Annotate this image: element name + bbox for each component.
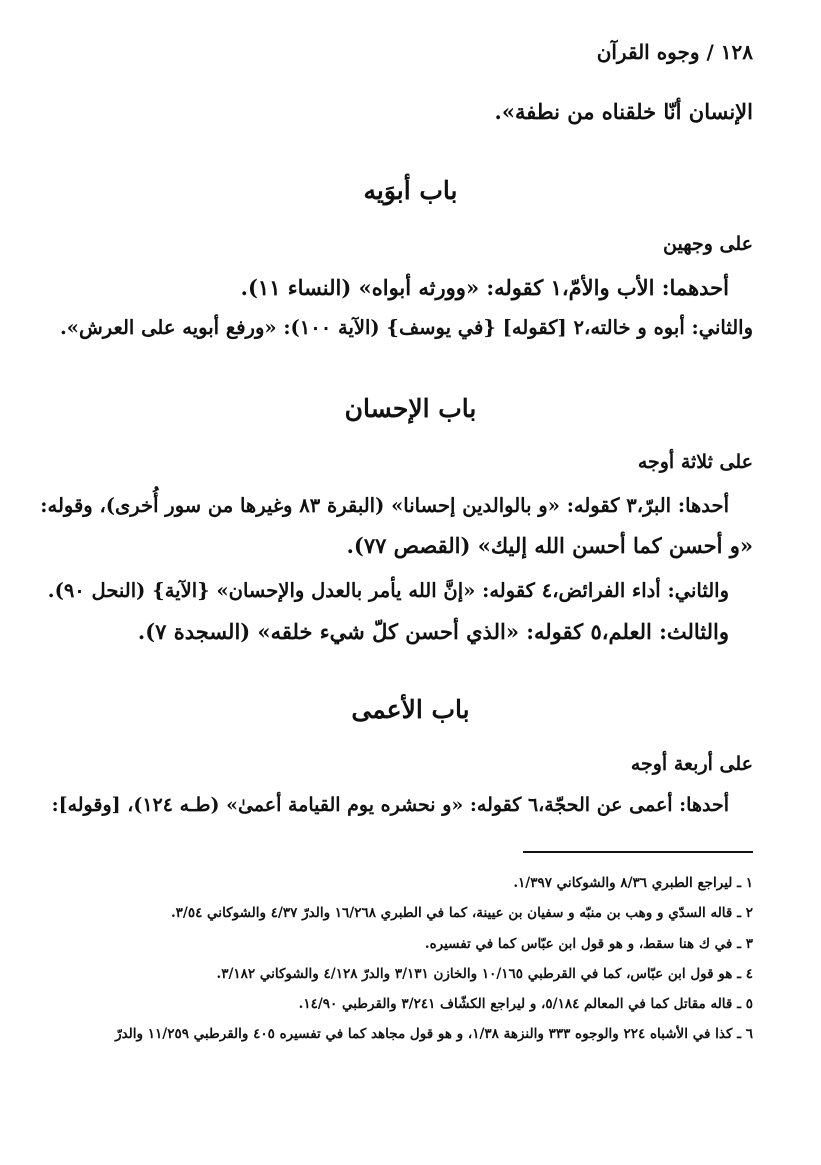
text-line: «و أحسن كما أحسن الله إليك» (القصص ٧٧). [346,533,753,558]
text-line: أحدها: أعمى عن الحجّة،٦ كقوله: «و نحشره يوم القيامة أعمىٰ» (طـه ١٢٤)، [وقوله]: [51,794,729,816]
footnote: ٥ ـ قاله مقاتل كما في المعالم ٥/١٨٤، و ليراجع الكشّاف ٣/٢٤١ والقرطبي ١٤/٩٠. [298,996,753,1012]
text-line: والثالث: العلم،٥ كقوله: «الذي أحسن كلّ شيء خلقه» (السجدة ٧). [137,619,729,644]
section-subtitle: على ثلاثة أوجه [637,451,753,473]
section-subtitle: على وجهين [663,233,753,255]
section-title-aama: باب الأعمى [351,695,470,724]
section-title-abawayh: باب أبوَيه [363,176,458,205]
footnote: ٢ ـ قاله السدّي و وهب بن منبّه و سفيان بن عيينة، كما في الطبري ١٦/٢٦٨ والدرّ ٤/٣٧ والشوكاني ٣/٥٤. [170,905,753,921]
intro-line: الإنسان أنّا خلقناه من نطفة». [494,99,753,124]
footnote-divider [523,851,753,853]
footnote: ١ ـ ليراجع الطبري ٨/٣٦ والشوكاني ١/٣٩٧. [513,875,753,891]
text-line: أحدها: البرّ،٣ كقوله: «و بالوالدين إحسانا» (البقرة ٨٣ وغيرها من سور أُخرى)، وقوله: [40,494,729,517]
footnote: ٣ ـ في ك هنا سقط، و هو قول ابن عبّاس كما في تفسيره. [424,936,753,952]
section-subtitle: على أربعة أوجه [630,753,753,775]
section-title-ihsan: باب الإحسان [344,394,477,423]
text-line: والثاني: أبوه و خالته،٢ [كقوله] {في يوسف} (الآية ١٠٠): «ورفع أبويه على العرش». [60,316,753,339]
footnote: ٦ ـ كذا في الأشباه ٢٢٤ والوجوه ٣٣٣ والنزهة ١/٣٨، و هو قول مجاهد كما في تفسيره ٤٠٥ والقرطبي ١١/٢٥٩ والدرّ [115,1026,753,1042]
text-line: أحدهما: الأب والأمّ،١ كقوله: «وورثه أبواه» (النساء ١١). [240,275,729,300]
running-head: ١٢٨ / وجوه القرآن [596,40,753,64]
text-line: والثاني: أداء الفرائض،٤ كقوله: «إنَّ الله يأمر بالعدل والإحسان» {الآية} (النحل ٩٠). [47,579,729,602]
footnote: ٤ ـ هو قول ابن عبّاس، كما في القرطبي ١٠/١٦٥ والخازن ٣/١٣١ والدرّ ٤/١٢٨ والشوكاني ٣/١٨٢. [216,966,753,982]
